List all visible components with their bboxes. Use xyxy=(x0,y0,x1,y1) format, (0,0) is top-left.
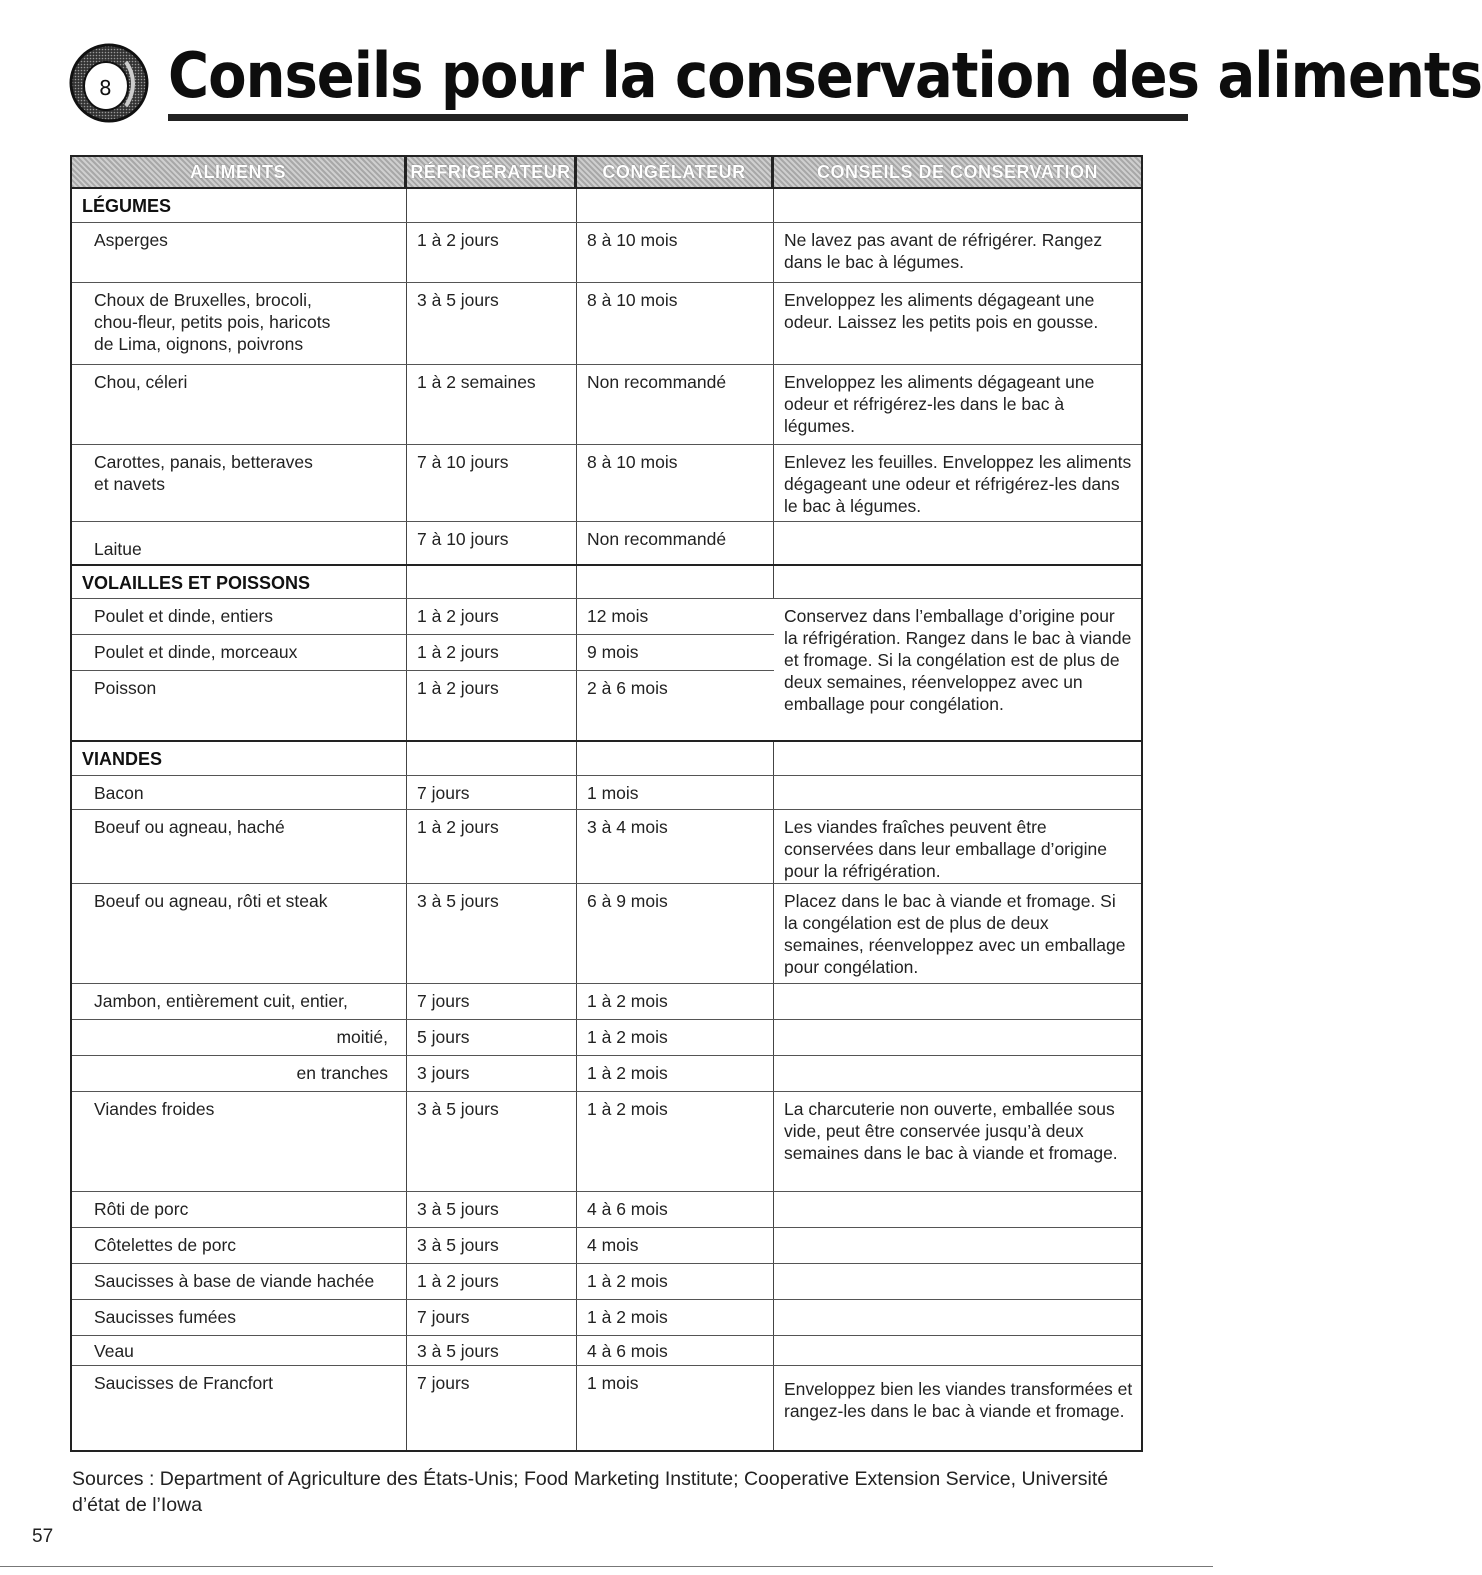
tip-cell xyxy=(774,522,1141,564)
food-cell: Boeuf ou agneau, rôti et steak xyxy=(72,884,407,983)
table-row xyxy=(72,635,774,671)
category-row xyxy=(72,742,1141,776)
fridge-cell: 3 à 5 jours xyxy=(407,884,577,983)
food-cell: Veau xyxy=(72,1336,407,1365)
tip-cell xyxy=(774,1020,1141,1055)
fridge-cell: 3 à 5 jours xyxy=(407,1336,577,1365)
fridge-cell: 1 à 2 jours xyxy=(407,223,577,282)
fridge-cell: 1 à 2 jours xyxy=(407,1264,577,1299)
header-refrigerateur: RÉFRIGÉRATEUR xyxy=(407,157,577,187)
tip-cell xyxy=(774,1264,1141,1299)
tip-cell: La charcuterie non ouverte, emballée sous vide, peut être conservée jusqu’à deux semaines dans le bac à viande et fromage. xyxy=(784,1099,1118,1163)
fridge-cell: 3 à 5 jours xyxy=(407,1092,577,1191)
freezer-cell: 1 à 2 mois xyxy=(577,1056,774,1091)
table-row xyxy=(72,884,1141,984)
freezer-cell: 8 à 10 mois xyxy=(577,223,774,282)
food-cell: Saucisses à base de viande hachée xyxy=(72,1264,407,1299)
freezer-cell: 2 à 6 mois xyxy=(587,678,668,698)
table-row xyxy=(72,1336,1141,1366)
food-cell: Choux de Bruxelles, brocoli, chou-fleur, petits pois, haricots de Lima, oignons, poivrons xyxy=(72,283,407,364)
tip-cell xyxy=(774,776,1141,809)
freezer-cell: 4 à 6 mois xyxy=(577,1336,774,1365)
table-row xyxy=(72,1228,1141,1264)
freezer-cell: 12 mois xyxy=(587,606,649,626)
fridge-cell: 3 jours xyxy=(407,1056,577,1091)
food-cell: Bacon xyxy=(72,776,407,809)
table-row xyxy=(72,223,1141,283)
tip-cell: Enlevez les feuilles. Enveloppez les aliments dégageant une odeur et réfrigérez-les dans le bac à légumes. xyxy=(784,452,1132,516)
tip-cell: Les viandes fraîches peuvent être conservées dans leur emballage d’origine pour la réfrigération. xyxy=(784,817,1107,881)
freezer-cell: Non recommandé xyxy=(577,365,774,444)
fridge-cell: 7 à 10 jours xyxy=(407,445,577,521)
fridge-cell: 1 à 2 jours xyxy=(407,599,577,634)
tip-cell: Enveloppez bien les viandes transformées et rangez-les dans le bac à viande et fromage. xyxy=(784,1379,1133,1421)
category-row xyxy=(72,566,1141,599)
freezer-cell: 4 à 6 mois xyxy=(577,1192,774,1227)
category-label: LÉGUMES xyxy=(72,189,407,222)
table-row xyxy=(72,1056,1141,1092)
food-cell: Carottes, panais, betteraves et navets xyxy=(72,445,407,521)
bottom-divider xyxy=(0,1566,1213,1567)
table-row xyxy=(72,1366,1141,1450)
tip-cell: Ne lavez pas avant de réfrigérer. Rangez dans le bac à légumes. xyxy=(784,230,1103,272)
food-cell: Chou, céleri xyxy=(72,365,407,444)
poultry-group xyxy=(72,599,1141,742)
table-row xyxy=(72,810,1141,884)
freezer-cell: 1 à 2 mois xyxy=(577,984,774,1019)
table-row xyxy=(72,283,1141,365)
page-number: 57 xyxy=(32,1526,54,1547)
tip-cell: Enveloppez les aliments dégageant une odeur. Laissez les petits pois en gousse. xyxy=(784,290,1099,332)
food-cell: Poisson xyxy=(72,671,407,740)
tip-cell xyxy=(774,1300,1141,1335)
food-storage-table xyxy=(70,155,1143,1452)
food-cell: Côtelettes de porc xyxy=(72,1228,407,1263)
food-cell: Saucisses de Francfort xyxy=(72,1366,407,1450)
food-cell: Laitue xyxy=(72,522,407,564)
freezer-cell: 1 à 2 mois xyxy=(577,1020,774,1055)
freezer-cell: 8 à 10 mois xyxy=(577,283,774,364)
tip-cell xyxy=(774,1192,1141,1227)
freezer-cell: 4 mois xyxy=(577,1228,774,1263)
food-cell: Jambon, entièrement cuit, entier, xyxy=(72,984,407,1019)
food-cell: Poulet et dinde, morceaux xyxy=(72,635,407,670)
food-cell: Rôti de porc xyxy=(72,1192,407,1227)
food-cell: Asperges xyxy=(72,223,407,282)
sources-note: Sources : Department of Agriculture des États-Unis; Food Marketing Institute; Cooperative Extension Service, Université d’état de l’Iowa xyxy=(72,1468,1109,1516)
fridge-cell: 7 jours xyxy=(407,1366,577,1450)
refrigerator-dial-icon xyxy=(68,42,150,124)
fridge-cell: 7 jours xyxy=(407,776,577,809)
table-row xyxy=(72,1092,1141,1192)
fridge-cell: 3 à 5 jours xyxy=(407,1192,577,1227)
freezer-cell: 1 à 2 mois xyxy=(577,1300,774,1335)
table-row xyxy=(72,776,1141,810)
food-cell: Viandes froides xyxy=(72,1092,407,1191)
tip-cell: Conservez dans l’emballage d’origine pour la réfrigération. Rangez dans le bac à viande et fromage. Si la congélation est de plus de deux semaines, réenveloppez avec un emballage pour congélation. xyxy=(784,606,1132,714)
tip-cell xyxy=(774,1056,1141,1091)
freezer-cell: 3 à 4 mois xyxy=(577,810,774,883)
fridge-cell: 7 jours xyxy=(407,984,577,1019)
category-row xyxy=(72,189,1141,223)
freezer-cell: 1 mois xyxy=(577,1366,774,1450)
table-row xyxy=(72,984,1141,1020)
header-aliments: ALIMENTS xyxy=(72,157,407,187)
food-cell: Saucisses fumées xyxy=(72,1300,407,1335)
table-row xyxy=(72,445,1141,522)
tip-cell xyxy=(774,984,1141,1019)
freezer-cell: 1 à 2 mois xyxy=(577,1092,774,1191)
header-conseils: CONSEILS DE CONSERVATION xyxy=(816,161,1099,182)
fridge-cell: 1 à 2 semaines xyxy=(407,365,577,444)
food-cell: Poulet et dinde, entiers xyxy=(72,599,407,634)
freezer-cell: 9 mois xyxy=(587,642,639,662)
fridge-cell: 7 jours xyxy=(407,1300,577,1335)
fridge-cell: 1 à 2 jours xyxy=(407,635,577,670)
fridge-cell: 1 à 2 jours xyxy=(407,671,577,740)
freezer-cell: 6 à 9 mois xyxy=(577,884,774,983)
fridge-cell: 5 jours xyxy=(407,1020,577,1055)
table-row xyxy=(72,1300,1141,1336)
tip-cell xyxy=(774,1336,1141,1365)
fridge-cell: 7 à 10 jours xyxy=(407,522,577,564)
freezer-cell: 1 mois xyxy=(577,776,774,809)
freezer-cell: Non recommandé xyxy=(577,522,774,564)
category-label: VIANDES xyxy=(72,742,407,775)
food-cell: Boeuf ou agneau, haché xyxy=(72,810,407,883)
tip-cell: Placez dans le bac à viande et fromage. Si la congélation est de plus de deux semaines, réenveloppez avec un emballage pour congélation. xyxy=(784,891,1126,977)
table-row xyxy=(72,365,1141,445)
table-row xyxy=(72,1020,1141,1056)
food-cell: moitié, xyxy=(72,1020,407,1055)
fridge-cell: 1 à 2 jours xyxy=(407,810,577,883)
freezer-cell: 8 à 10 mois xyxy=(577,445,774,521)
page-title: Conseils pour la conservation des aliments xyxy=(168,40,1482,113)
table-row xyxy=(72,1192,1141,1228)
page-header xyxy=(68,40,1482,130)
tip-cell xyxy=(774,1228,1141,1263)
svg-text:8: 8 xyxy=(99,76,112,100)
table-row xyxy=(72,522,1141,566)
category-label: VOLAILLES ET POISSONS xyxy=(72,566,407,598)
tip-cell: Enveloppez les aliments dégageant une odeur et réfrigérez-les dans le bac à légumes. xyxy=(784,372,1095,436)
table-row xyxy=(72,599,774,635)
table-row xyxy=(72,671,774,740)
title-underline xyxy=(168,114,1188,121)
food-cell: en tranches xyxy=(72,1056,407,1091)
fridge-cell: 3 à 5 jours xyxy=(407,283,577,364)
table-row xyxy=(72,1264,1141,1300)
table-header-row xyxy=(72,157,1141,189)
fridge-cell: 3 à 5 jours xyxy=(407,1228,577,1263)
freezer-cell: 1 à 2 mois xyxy=(577,1264,774,1299)
header-congelateur: CONGÉLATEUR xyxy=(577,157,774,187)
